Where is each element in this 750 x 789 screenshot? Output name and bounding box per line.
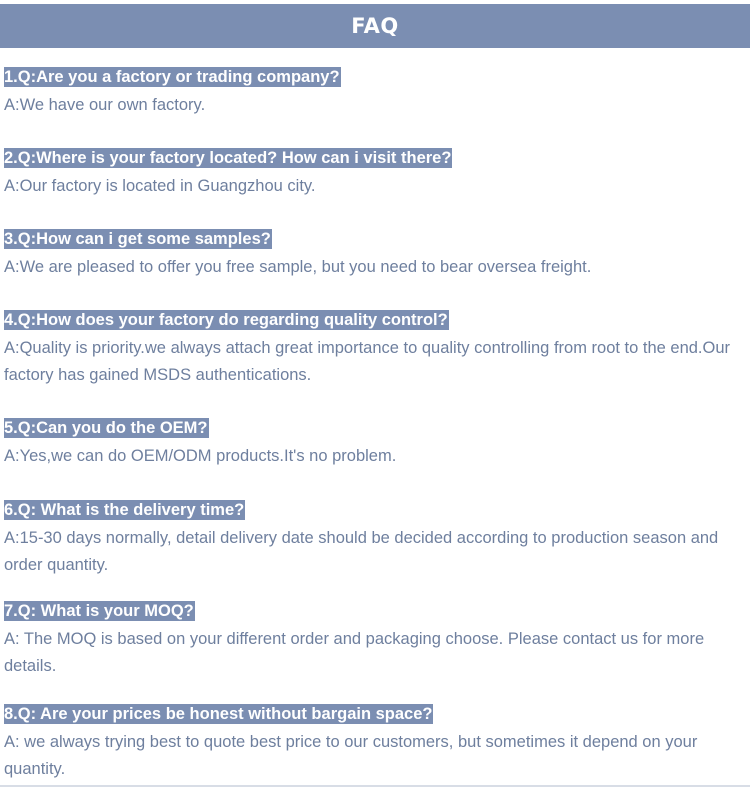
faq-header: [0, 4, 750, 48]
faq-answer: A:Our factory is located in Guangzhou city.: [4, 177, 316, 195]
page-title: FAQ: [351, 14, 399, 38]
faq-item-6: [4, 500, 746, 579]
faq-question: 7.Q: What is your MOQ?: [4, 602, 194, 620]
faq-question: 8.Q: Are your prices be honest without bargain space?: [4, 705, 433, 723]
faq-question: 4.Q:How does your factory do regarding quality control?: [4, 311, 448, 329]
faq-answer: A: The MOQ is based on your different order and packaging choose. Please contact us for more details.: [4, 630, 705, 675]
faq-question: 6.Q: What is the delivery time?: [4, 501, 245, 519]
faq-item-4: [4, 310, 746, 389]
faq-answer: A: we always trying best to quote best price to our customers, but sometimes it depend on your quantity.: [4, 733, 698, 778]
faq-answer: A:Yes,we can do OEM/ODM products.It's no problem.: [4, 447, 397, 465]
faq-answer: A:We have our own factory.: [4, 96, 206, 114]
faq-question: 3.Q:How can i get some samples?: [4, 230, 271, 248]
faq-item-3: [4, 229, 746, 281]
faq-answer: A:15-30 days normally, detail delivery date should be decided according to production season and order quantity.: [4, 529, 719, 574]
faq-question: 5.Q:Can you do the OEM?: [4, 419, 208, 437]
faq-answer: A:We are pleased to offer you free sample, but you need to bear oversea freight.: [4, 258, 592, 276]
faq-item-8: [4, 704, 746, 783]
faq-question: 2.Q:Where is your factory located? How can i visit there?: [4, 149, 452, 167]
bottom-divider: [0, 785, 750, 787]
faq-answer: A:Quality is priority.we always attach great importance to quality controlling from root to the end.Our factory has gained MSDS authentications.: [4, 339, 731, 384]
faq-item-1: [4, 67, 746, 119]
faq-item-7: [4, 601, 746, 680]
faq-item-5: [4, 418, 746, 470]
faq-question: 1.Q:Are you a factory or trading company?: [4, 68, 340, 86]
faq-item-2: [4, 148, 746, 200]
